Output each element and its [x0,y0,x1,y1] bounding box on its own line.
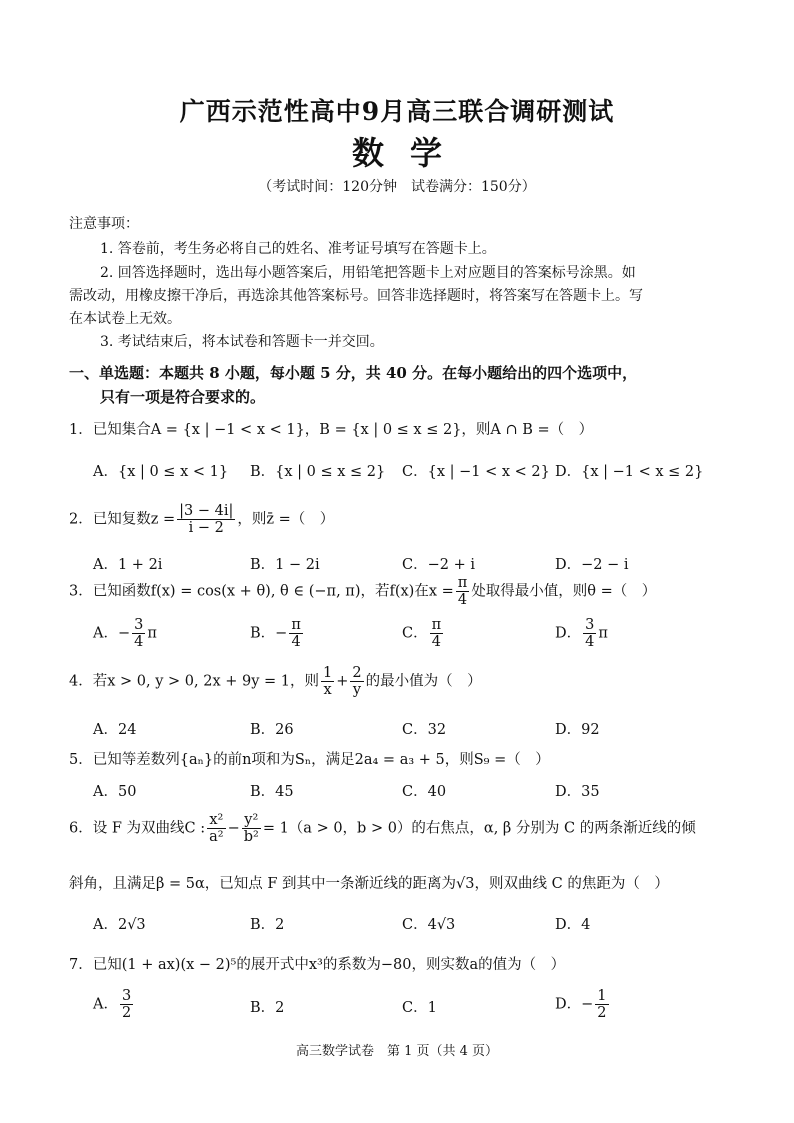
q7-a-den: 2 [121,1005,132,1021]
q3-a-num: 3 [134,617,144,633]
q3-stem-post: 处取得最小值，则θ =（ ） [471,583,657,600]
q6-minus: − [227,820,240,837]
q3-option-a [93,617,157,650]
q6-frac-1-num: x² [207,812,225,829]
q3-d-pre: D． [555,625,582,642]
q6-frac-2-den: b² [243,829,259,845]
q7-d-den: 2 [597,1005,607,1021]
q4-option-b: B．26 [250,722,294,738]
q6-frac-2-num: y² [242,812,261,829]
note-2-line-2: 需改动，用橡皮擦干净后，再选涂其他答案标号。回答非选择题时，将答案写在答题卡上。写 [69,288,643,304]
q4-frac-1-den: x [323,682,332,698]
q4-option-d: D．92 [555,722,600,738]
q3-b-frac [289,617,303,650]
q4-option-c: C．32 [402,722,447,738]
q7-d-num: 1 [597,988,607,1004]
q3-a-pre: A．− [93,625,131,642]
notes-heading: 注意事项： [69,216,139,232]
q7-d-pre: D．− [555,996,594,1013]
q3-a-den: 4 [134,634,144,650]
q6-stem-pre: 6．设 F 为双曲线C : [69,820,206,837]
q2-stem-post: ，则z̄ =（ ） [237,511,335,528]
section-heading: 一、单选题：本题共 8 小题，每小题 5 分，共 40 分。在每小题给出的四个选项中， [69,364,638,382]
q2-fraction [177,503,235,536]
q3-d-post: π [598,625,608,642]
q2-fraction-den: i − 2 [188,520,224,536]
q1-option-c: C．{x | −1 < x < 2} [402,464,550,480]
q2-option-a: A．1 + 2i [93,557,163,573]
q7-option-a [93,988,135,1021]
q4-frac-2-den: y [352,682,362,698]
exam-title: 广西示范性高中9月高三联合调研测试 [179,97,615,126]
q7-option-c: C．1 [402,1000,437,1016]
q6-option-c: C．4√3 [402,917,456,933]
q3-d-den: 4 [585,634,595,650]
q3-d-num: 3 [585,617,595,633]
q6-frac-2 [242,812,261,845]
q3-a-frac [132,617,145,650]
q6-option-d: D．4 [555,917,591,933]
note-2-line-1: 2. 回答选择题时，选出每小题答案后，用铅笔把答题卡上对应题目的答案标号涂黑。如 [100,265,636,281]
q3-b-num: π [291,617,301,633]
q7-a-pre: A． [93,996,118,1013]
q4-frac-1-num: 1 [323,665,333,681]
q2-option-b: B．1 − 2i [250,557,320,573]
q7-d-frac [595,988,608,1021]
q4-option-a: A．24 [93,722,137,738]
question-4 [69,665,482,698]
q4-stem-pre: 4．若x > 0, y > 0, 2x + 9y = 1，则 [69,673,319,690]
q4-plus: + [336,673,349,690]
q3-b-pre: B．− [250,625,288,642]
question-1: 1．已知集合A = {x | −1 < x < 1}，B = {x | 0 ≤ x ≤ 2}，则A ∩ B =（ ） [69,422,594,438]
q4-frac-1 [321,665,334,698]
q2-option-c: C．−2 + i [402,557,475,573]
q4-stem-post: 的最小值为（ ） [365,673,482,690]
q6-option-b: B．2 [250,917,285,933]
note-1: 1. 答卷前，考生务必将自己的姓名、准考证号填写在答题卡上。 [100,241,496,257]
q3-option-c [402,617,445,650]
q2-fraction-num: |3 − 4i| [179,503,234,519]
q5-option-c: C．40 [402,784,447,800]
q6-stem-post: = 1（a > 0，b > 0）的右焦点，α, β 分别为 C 的两条渐近线的倾 [262,820,696,837]
q3-stem-pre: 3．已知函数f(x) = cos(x + θ), θ ∈ (−π, π)，若f(x)在x = [69,583,454,600]
subject-title: 数学 [351,134,468,172]
question-6 [69,812,696,845]
q1-option-d: D．{x | −1 < x ≤ 2} [555,464,704,480]
q6-frac-1 [207,812,225,845]
q2-option-d: D．−2 − i [555,557,629,573]
question-3 [69,575,656,608]
q7-a-frac [120,988,133,1021]
page-footer: 高三数学试卷 第 1 页（共 4 页） [295,1044,499,1059]
q3-option-d [555,617,608,650]
q3-fraction [456,575,470,608]
q7-option-d [555,988,611,1021]
q3-fraction-den: 4 [457,592,468,608]
q3-b-den: 4 [291,634,301,650]
q4-frac-2 [350,665,363,698]
question-6-line-2: 斜角，且满足β = 5α，已知点 F 到其中一条渐近线的距离为√3，则双曲线 C 的焦距为（ ） [69,876,669,892]
q3-d-frac [583,617,596,650]
q3-fraction-num: π [457,575,468,591]
q1-option-b: B．{x | 0 ≤ x ≤ 2} [250,464,386,480]
q2-stem-pre: 2．已知复数z = [69,511,176,528]
q3-c-den: 4 [431,634,441,650]
question-5: 5．已知等差数列{aₙ}的前n项和为Sₙ，满足2a₄ = a₃ + 5，则S₉ =（ ） [69,752,550,768]
q5-option-a: A．50 [93,784,137,800]
q6-frac-1-den: a² [209,829,224,845]
q3-c-num: π [431,617,442,633]
q6-option-a: A．2√3 [93,917,146,933]
q3-c-pre: C． [402,625,428,642]
question-7: 7．已知(1 + ax)(x − 2)⁵的展开式中x³的系数为−80，则实数a的值为（ ） [69,957,566,973]
q3-a-post: π [147,625,157,642]
note-2-line-3: 在本试卷上无效。 [69,311,181,327]
q7-option-b: B．2 [250,1000,285,1016]
q5-option-b: B．45 [250,784,294,800]
q3-option-b [250,617,305,650]
q7-a-num: 3 [121,988,132,1004]
q3-c-frac [430,617,444,650]
note-3: 3. 考试结束后，将本试卷和答题卡一并交回。 [100,334,384,350]
question-2 [69,503,334,536]
q5-option-d: D．35 [555,784,600,800]
q1-option-a: A．{x | 0 ≤ x < 1} [93,464,229,480]
q4-frac-2-num: 2 [352,665,362,681]
exam-info: （考试时间：120分钟 试卷满分：150分） [258,179,536,195]
section-heading-cont: 只有一项是符合要求的。 [100,388,266,406]
